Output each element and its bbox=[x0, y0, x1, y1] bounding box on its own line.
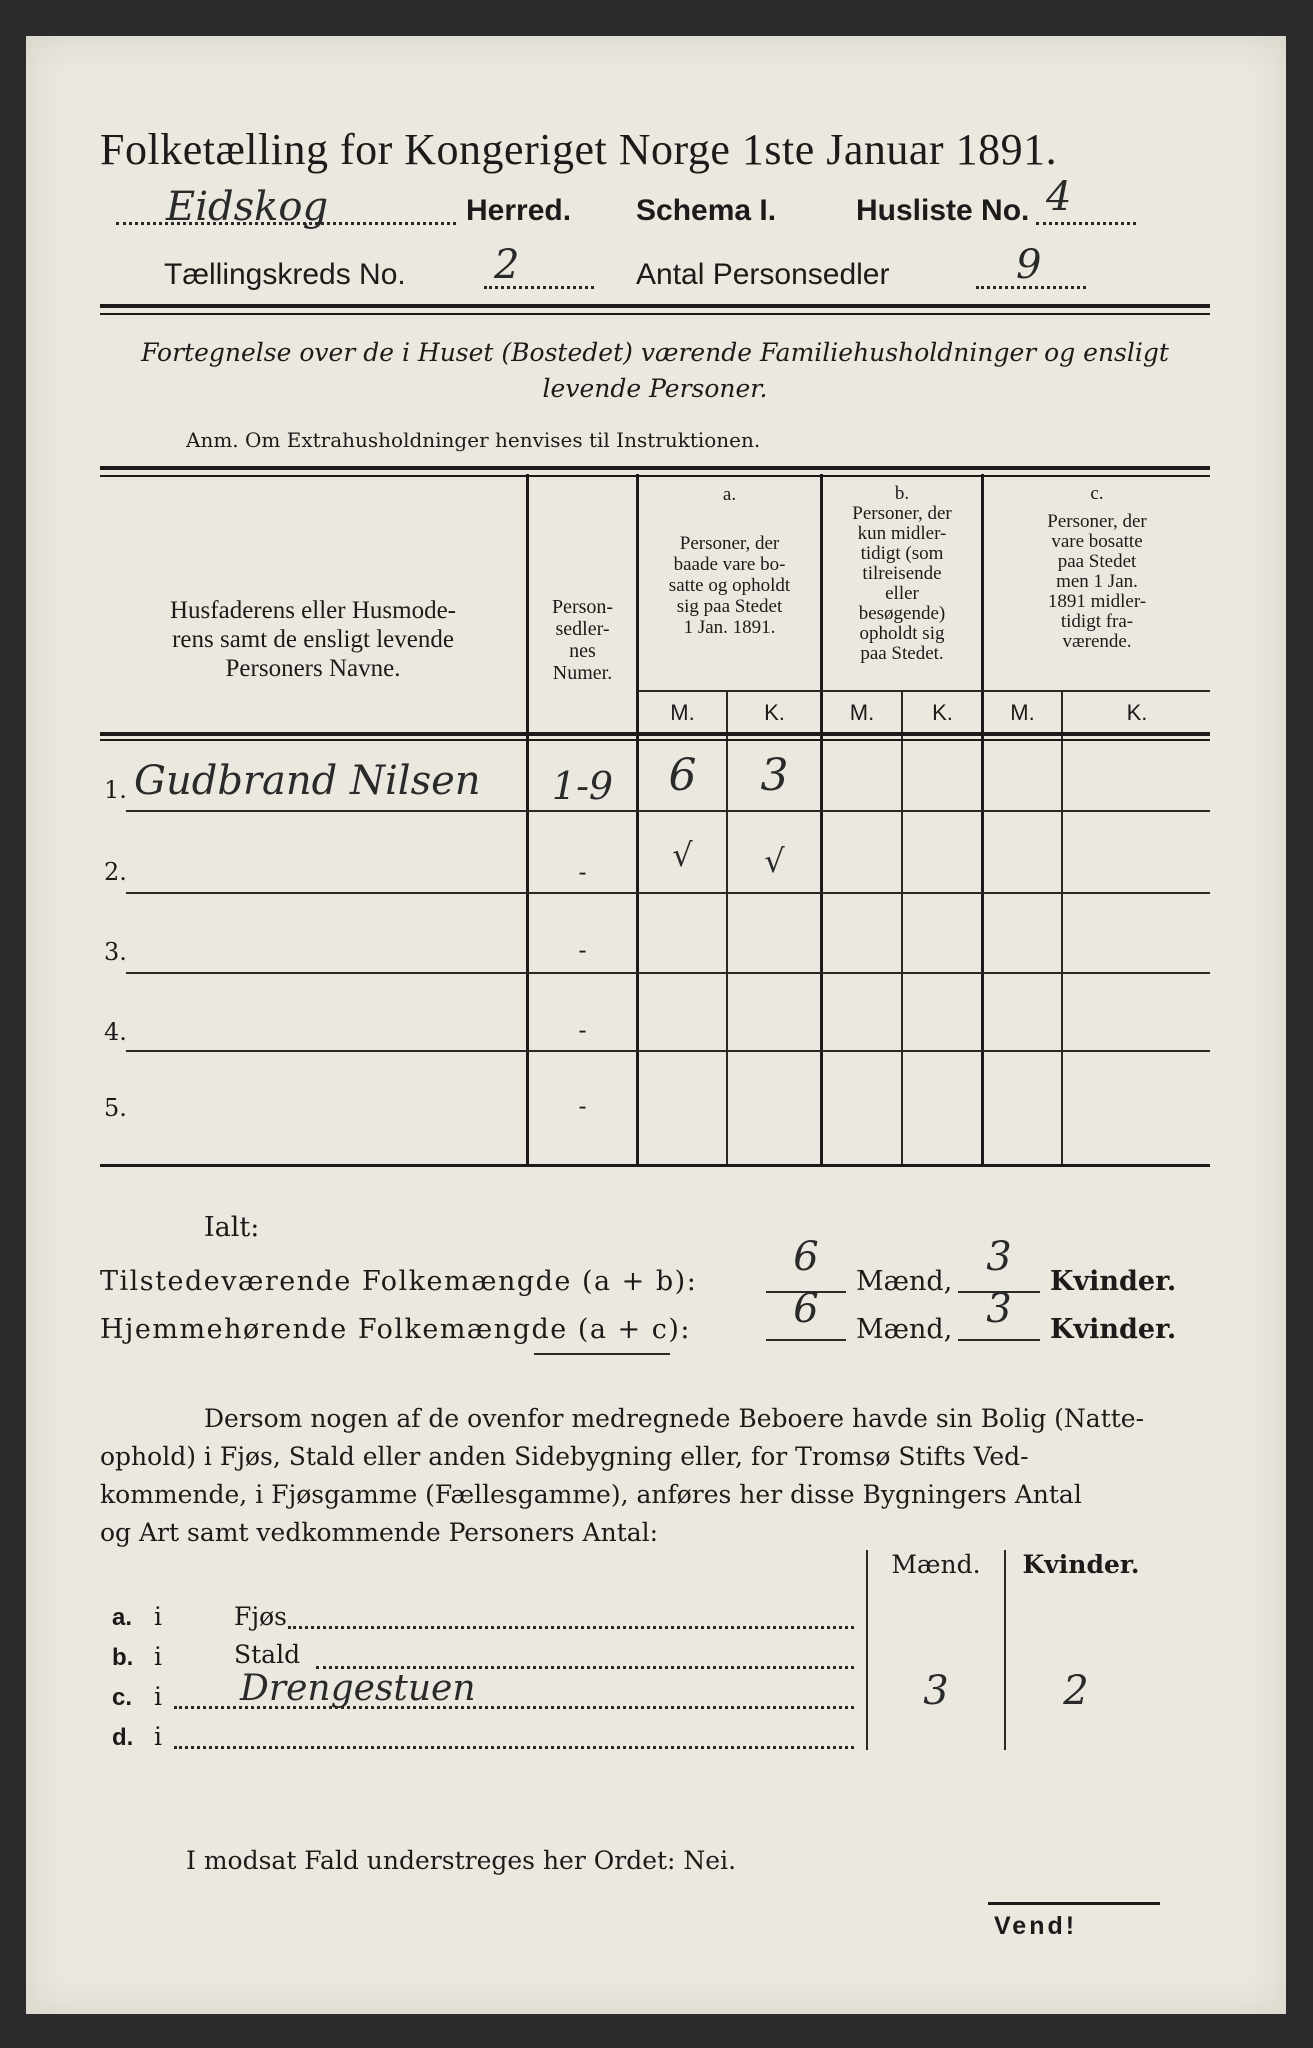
row-person-numbers: - bbox=[578, 936, 587, 964]
building-i: i bbox=[154, 1722, 162, 1751]
building-text: Stald bbox=[234, 1640, 301, 1669]
anm-note: Anm. Om Extrahusholdninger henvises til Instruktionen. bbox=[186, 428, 761, 452]
census-form bbox=[26, 36, 1286, 2014]
intro-line-2: levende Personer. bbox=[542, 374, 768, 403]
intro-line-1: Fortegnelse over de i Huset (Bostedet) værende Familiehusholdninger og ensligt bbox=[141, 338, 1169, 367]
buildings-col-maend: Mænd. bbox=[891, 1550, 981, 1579]
table-bottom-rule bbox=[100, 1164, 1210, 1167]
kreds-label: Tællingskreds No. bbox=[164, 258, 406, 291]
herred-label: Herred. bbox=[466, 194, 572, 227]
vend-label: Vend! bbox=[994, 1912, 1078, 1940]
b-m-header: M. bbox=[849, 700, 875, 725]
building-i: i bbox=[154, 1642, 162, 1671]
husliste-label: Husliste No. bbox=[856, 194, 1030, 227]
row-a-k: √ bbox=[764, 842, 785, 880]
buildings-paragraph: Dersom nogen af de ovenfor medregnede Beboere havde sin Bolig (Natte- ophold) i Fjøs, Stald eller anden Sidebygning eller, for Tromsø Stifts Ved- kommende, i Fjøsgamme (Fællesgamme), anføres her disse Bygningers Antal og Art samt vedkommende Personers Antal: bbox=[100, 1404, 1145, 1547]
row-number: 2. bbox=[104, 858, 127, 886]
buildings-kvinder-value: 2 bbox=[1063, 1668, 1089, 1714]
row-person-numbers: - bbox=[578, 1016, 587, 1044]
row-person-numbers: 1-9 bbox=[551, 764, 614, 808]
antal-label: Antal Personsedler bbox=[636, 258, 890, 291]
col-header-number: Person- sedler- nes Numer. bbox=[551, 596, 614, 684]
building-letter: a. bbox=[112, 1604, 133, 1631]
tilstede-maend: 6 bbox=[793, 1234, 819, 1280]
row-number: 3. bbox=[104, 938, 127, 966]
form-title: Folketælling for Kongeriget Norge 1ste Januar 1891. bbox=[100, 125, 1058, 174]
tilstede-kvinder-word: Kvinder. bbox=[1050, 1266, 1177, 1297]
row-a-k: 3 bbox=[760, 750, 789, 801]
table-top-rule bbox=[100, 466, 1210, 470]
building-text: Drengestuen bbox=[240, 1668, 476, 1709]
tilstede-kvinder: 3 bbox=[986, 1234, 1012, 1280]
building-i: i bbox=[154, 1602, 162, 1631]
b-k-header: K. bbox=[932, 700, 953, 725]
kreds-value: 2 bbox=[494, 242, 520, 288]
building-letter: d. bbox=[112, 1724, 134, 1751]
building-letter: c. bbox=[112, 1684, 133, 1711]
a-m-header: M. bbox=[670, 700, 695, 725]
tilstede-label: Tilstedeværende Folkemængde (a + b): bbox=[100, 1266, 698, 1297]
buildings-maend-value: 3 bbox=[923, 1668, 949, 1714]
header-rule bbox=[100, 304, 1210, 308]
col-header-name: Husfaderens eller Husmode- rens samt de ensligt levende Personers Navne. bbox=[169, 597, 456, 682]
row-person-numbers: - bbox=[578, 858, 587, 886]
col-header-b: b. Personer, der kun midler- tidigt (som tilreisende eller besøgende) opholdt sig paa Stedet. bbox=[852, 483, 952, 664]
row-number: 1. bbox=[104, 776, 127, 804]
section-divider bbox=[534, 1353, 670, 1355]
building-i: i bbox=[154, 1682, 162, 1711]
c-k-header: K. bbox=[1126, 700, 1148, 725]
herred-value: Eidskog bbox=[166, 184, 329, 230]
building-letter: b. bbox=[112, 1644, 134, 1671]
a-k-header: K. bbox=[764, 700, 785, 725]
c-m-header: M. bbox=[1010, 700, 1035, 725]
col-header-a: a. Personer, der baade vare bo- satte og opholdt sig paa Stedet 1 Jan. 1891. bbox=[668, 484, 791, 638]
hjemme-kvinder: 3 bbox=[986, 1286, 1012, 1332]
buildings-col-kvinder: Kvinder. bbox=[1022, 1550, 1140, 1579]
row-a-m: 6 bbox=[668, 750, 697, 801]
modsat-note: I modsat Fald understreges her Ordet: Nei. bbox=[186, 1846, 737, 1875]
hjemme-maend-word: Mænd, bbox=[856, 1314, 953, 1345]
hjemme-label: Hjemmehørende Folkemængde (a + c): bbox=[100, 1314, 691, 1345]
building-text: Fjøs bbox=[234, 1602, 287, 1631]
row-number: 4. bbox=[104, 1018, 127, 1046]
row-person-numbers: - bbox=[578, 1092, 587, 1120]
ialt-label: Ialt: bbox=[204, 1212, 260, 1243]
husliste-value: 4 bbox=[1046, 174, 1072, 220]
tilstede-maend-word: Mænd, bbox=[856, 1266, 953, 1297]
col-header-c: c. Personer, der vare bosatte paa Stedet men 1 Jan. 1891 midler- tidigt fra- værende. bbox=[1047, 483, 1147, 652]
hjemme-kvinder-word: Kvinder. bbox=[1050, 1314, 1177, 1345]
row-name: Gudbrand Nilsen bbox=[134, 758, 481, 804]
hjemme-maend: 6 bbox=[793, 1286, 819, 1332]
row-a-m: √ bbox=[672, 836, 693, 874]
row-number: 5. bbox=[104, 1094, 127, 1122]
schema-label: Schema I. bbox=[636, 194, 777, 227]
antal-value: 9 bbox=[1016, 242, 1042, 288]
